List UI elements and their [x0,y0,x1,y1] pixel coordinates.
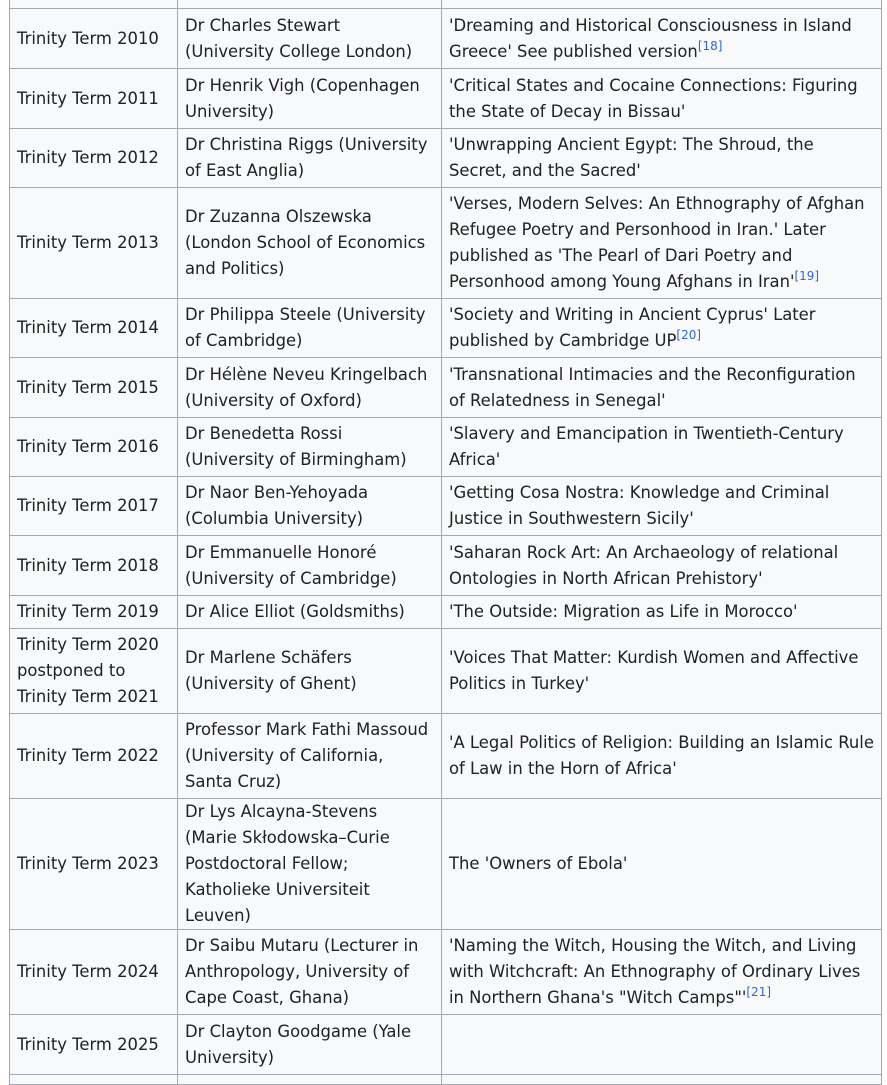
title-text: The 'Owners of Ebola' [449,854,628,873]
title-cell [442,629,882,714]
title-text: 'Saharan Rock Art: An Archaeology of relational Ontologies in North African Prehistory' [449,542,839,588]
lecturer-cell: Dr Saibu Mutaru (Lecturer in Anthropology, University of Cape Coast, Ghana) [178,930,442,1015]
title-cell [442,129,882,188]
lecturer-cell: Dr Hélène Neveu Kringelbach (University of Oxford) [178,358,442,418]
title-cell [442,536,882,596]
table-row [10,714,882,799]
title-cell [442,596,882,629]
reference-superscript [794,269,819,283]
lecturer-cell: Professor Mark Fathi Massoud (University of California, Santa Cruz) [178,714,442,799]
term-cell: Trinity Term 2018 [10,536,178,596]
table-row [10,536,882,596]
term-cell: Trinity Term 2015 [10,358,178,418]
table-row [10,418,882,477]
table-row [10,799,882,930]
lecturer-cell: Dr Lys Alcayna-Stevens (Marie Skłodowska–Curie Postdoctoral Fellow; Katholieke Universiteit Leuven) [178,799,442,930]
title-text: 'Transnational Intimacies and the Reconfiguration of Relatedness in Senegal' [449,364,856,410]
table-row [10,358,882,418]
title-text: 'Verses, Modern Selves: An Ethnography of Afghan Refugee Poetry and Personhood in Iran.' Later published as 'The Pearl of Dari Poetry and Personhood among Young Afghans in Iran' [449,194,865,291]
title-text: 'Unwrapping Ancient Egypt: The Shroud, the Secret, and the Sacred' [449,135,814,180]
term-cell: Trinity Term 2022 [10,714,178,799]
title-cell [442,1075,882,1085]
lecturer-cell: Dr Emmanuelle Honoré (University of Cambridge) [178,536,442,596]
lecturer-cell: Dr Zuzanna Olszewska (London School of Economics and Politics) [178,188,442,299]
lecturer-cell: Dr Benedetta Rossi (University of Birmingham) [178,418,442,477]
table-row [10,188,882,299]
term-cell: Trinity Term 2014 [10,299,178,358]
term-cell: Trinity Term 2012 [10,129,178,188]
title-cell [442,9,882,69]
table-row [10,0,882,9]
title-cell [442,0,882,9]
title-text: 'Voices That Matter: Kurdish Women and Affective Politics in Turkey' [449,648,859,693]
title-cell [442,299,882,358]
term-cell: Trinity Term 2013 [10,188,178,299]
table-row [10,299,882,358]
lecturer-cell [178,1075,442,1085]
lecturer-cell: Dr Naor Ben-Yehoyada (Columbia University) [178,477,442,536]
table-row [10,9,882,69]
term-cell: Trinity Term 2023 [10,799,178,930]
reference-link[interactable]: [19] [794,269,820,283]
title-cell [442,188,882,299]
title-text: 'Slavery and Emancipation in Twentieth-Century Africa' [449,424,844,469]
term-cell: Trinity Term 2010 [10,9,178,69]
term-cell: Trinity Term 2019 [10,596,178,629]
term-cell: Trinity Term 2025 [10,1015,178,1075]
lecturer-cell: Dr Henrik Vigh (Copenhagen University) [178,69,442,129]
title-text: 'Dreaming and Historical Consciousness in Island Greece' See published version [449,15,852,61]
term-cell: Trinity Term 2024 [10,930,178,1015]
title-text: 'A Legal Politics of Religion: Building an Islamic Rule of Law in the Horn of Africa' [449,733,874,778]
title-text: 'Society and Writing in Ancient Cyprus' Later published by Cambridge UP [449,305,816,350]
reference-link[interactable]: [18] [697,38,723,53]
table-row [10,69,882,129]
title-cell [442,930,882,1015]
lecturer-cell: Dr Marlene Schäfers (University of Ghent) [178,629,442,714]
title-cell [442,1015,882,1075]
lecturer-cell: Dr Christina Riggs (University of East Anglia) [178,129,442,188]
title-text: 'The Outside: Migration as Life in Morocco' [449,602,798,621]
lecturer-cell: Dr Alice Elliot (Goldsmiths) [178,596,442,629]
title-text: 'Getting Cosa Nostra: Knowledge and Criminal Justice in Southwestern Sicily' [449,483,830,528]
title-cell [442,799,882,930]
reference-link[interactable]: [21] [746,985,772,999]
lectures-table [9,0,882,1085]
lecturer-cell [178,0,442,9]
table-row [10,596,882,629]
title-text: 'Naming the Witch, Housing the Witch, and Living with Witchcraft: An Ethnography of Ordinary Lives in Northern Ghana's "Witch Camps"' [449,936,861,1007]
table-row [10,477,882,536]
lecturer-cell: Dr Charles Stewart (University College London) [178,9,442,69]
table-row [10,1075,882,1085]
term-cell: Trinity Term 2016 [10,418,178,477]
title-text: 'Critical States and Cocaine Connections: Figuring the State of Decay in Bissau' [449,75,858,121]
term-cell: Trinity Term 2020 postponed to Trinity Term 2021 [10,629,178,714]
term-cell [10,1075,178,1085]
table-row [10,1015,882,1075]
lecturer-cell: Dr Clayton Goodgame (Yale University) [178,1015,442,1075]
title-cell [442,714,882,799]
table-row [10,629,882,714]
term-cell [10,0,178,9]
term-cell: Trinity Term 2011 [10,69,178,129]
term-cell: Trinity Term 2017 [10,477,178,536]
reference-superscript [698,39,723,53]
lectures-table-container [9,0,882,1085]
title-cell [442,358,882,418]
reference-link[interactable]: [20] [676,328,702,342]
title-cell [442,418,882,477]
reference-superscript [746,985,771,999]
lecturer-cell: Dr Philippa Steele (University of Cambridge) [178,299,442,358]
table-row [10,930,882,1015]
title-cell [442,69,882,129]
table-row [10,129,882,188]
reference-superscript [676,328,701,342]
title-cell [442,477,882,536]
